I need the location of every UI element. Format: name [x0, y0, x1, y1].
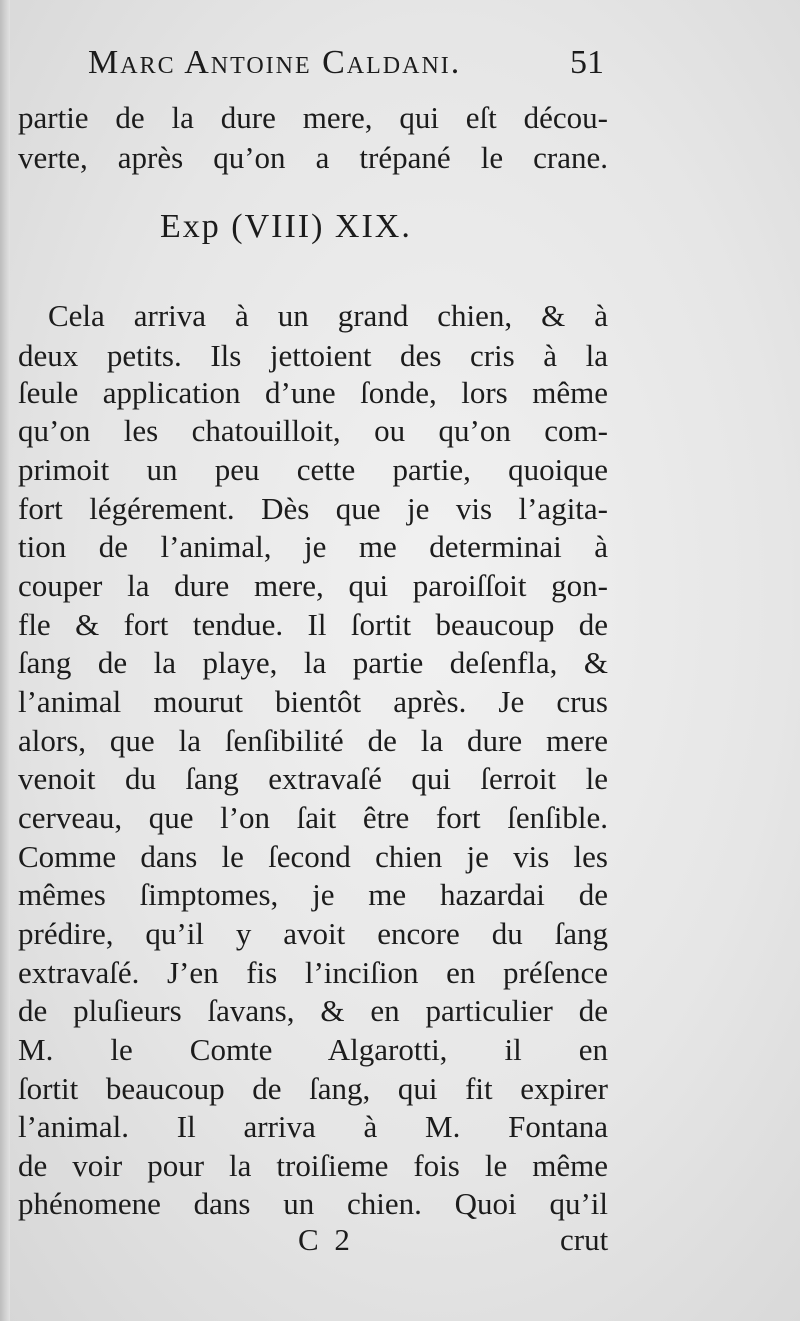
text-line: Comme dans le ſecond chien je vis les	[18, 839, 608, 874]
text-line: l’animal. Il arriva à M. Fontana	[18, 1109, 608, 1144]
text-line: tion de l’animal, je me determinai à	[18, 529, 608, 564]
text-line: deux petits. Ils jettoient des cris à la	[18, 338, 608, 373]
text-line: extravaſé. J’en fis l’inciſion en préſence	[18, 955, 608, 990]
text-line: de pluſieurs ſavans, & en particulier de	[18, 993, 608, 1028]
text-line: venoit du ſang extravaſé qui ſerroit le	[18, 761, 608, 796]
page-footer	[0, 1222, 800, 1266]
text-line: couper la dure mere, qui paroiſſoit gon-	[18, 568, 608, 603]
text-line: prédire, qu’il y avoit encore du ſang	[18, 916, 608, 951]
text-line: fort légérement. Dès que je vis l’agita-	[18, 491, 608, 526]
text-line: ſang de la playe, la partie deſenfla, &	[18, 645, 608, 680]
text-line: phénomene dans un chien. Quoi qu’il	[18, 1186, 608, 1221]
section-heading	[0, 208, 800, 258]
signature-mark: C 2	[298, 1222, 354, 1257]
text-line: de voir pour la troiſieme fois le même	[18, 1148, 608, 1183]
running-head-title: Marc Antoine Caldani.	[88, 44, 462, 81]
text-line: cerveau, que l’on ſait être fort ſenſible.	[18, 800, 608, 835]
text-line: verte, après qu’on a trépané le crane.	[18, 140, 608, 175]
text-line: Cela arriva à un grand chien, & à	[48, 298, 608, 333]
catchword: crut	[560, 1222, 609, 1257]
text-line: l’animal mourut bientôt après. Je crus	[18, 684, 608, 719]
running-head	[0, 44, 800, 94]
text-line: ſortit beaucoup de ſang, qui fit expirer	[18, 1071, 608, 1106]
section-heading-text: Exp (VIII) XIX.	[160, 208, 412, 245]
text-line: mêmes ſimptomes, je me hazardai de	[18, 877, 608, 912]
text-line: ſeule application d’une ſonde, lors même	[18, 375, 608, 410]
text-line: primoit un peu cette partie, quoique	[18, 452, 608, 487]
text-line: qu’on les chatouilloit, ou qu’on com-	[18, 413, 608, 448]
text-line: partie de la dure mere, qui eſt décou-	[18, 100, 608, 135]
page-spine-edge	[0, 0, 10, 1321]
text-line: fle & fort tendue. Il ſortit beaucoup de	[18, 607, 608, 642]
text-line: alors, que la ſenſibilité de la dure mere	[18, 723, 608, 758]
page-number: 51	[570, 44, 604, 81]
text-line: M. le Comte Algarotti, il en	[18, 1032, 608, 1067]
